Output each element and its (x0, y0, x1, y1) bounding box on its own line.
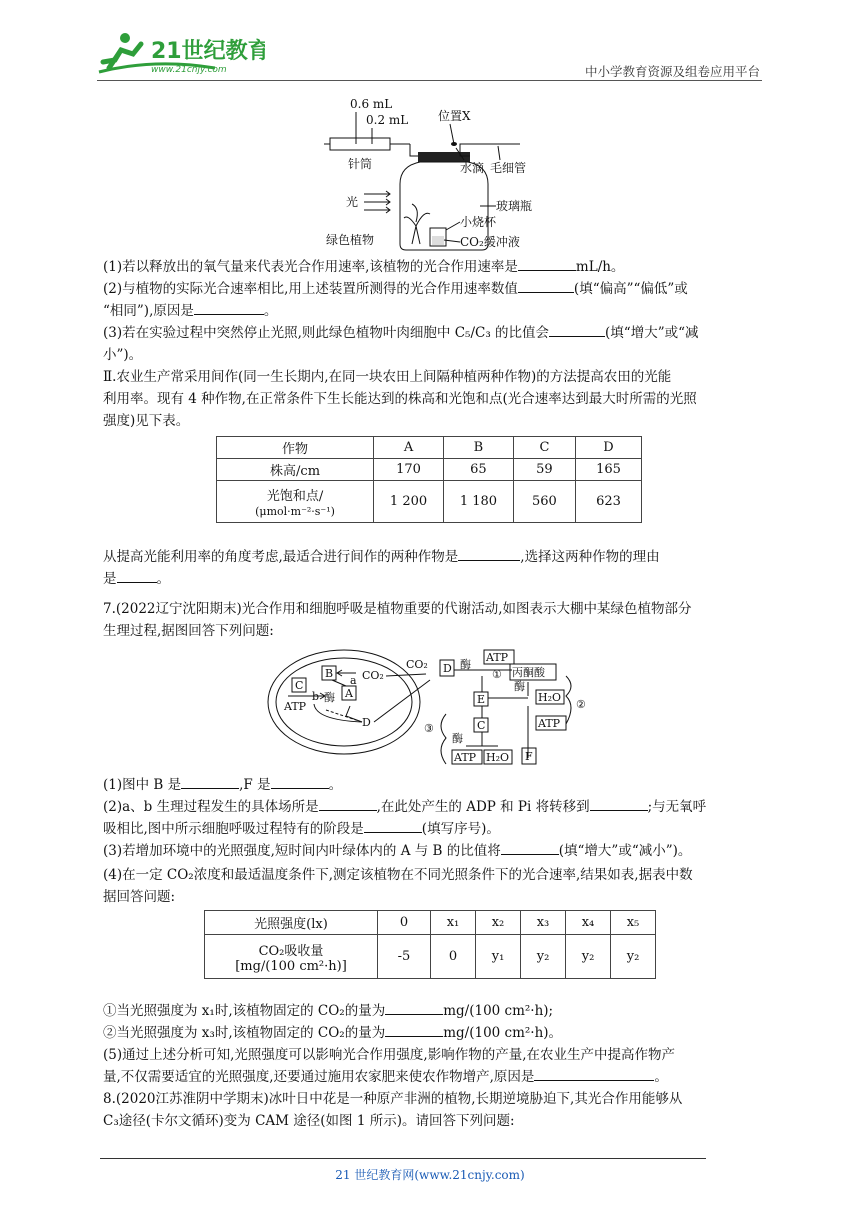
svg-text:H₂O: H₂O (486, 751, 510, 764)
svg-text:③: ③ (424, 722, 434, 735)
svg-text:C: C (295, 679, 304, 692)
svg-text:F: F (525, 750, 533, 763)
label-0-2ml: 0.2 mL (366, 113, 409, 127)
platform-name: 中小学教育资源及组卷应用平台 (584, 64, 760, 79)
svg-text:酶: 酶 (514, 680, 525, 693)
svg-text:酶: 酶 (452, 732, 463, 745)
svg-text:a: a (350, 674, 357, 687)
svg-text:A: A (345, 687, 353, 700)
figure-metabolism (266, 646, 606, 770)
label-water-drop: 水滴 (460, 161, 485, 175)
svg-text:酶: 酶 (460, 658, 471, 671)
svg-text:CO₂: CO₂ (362, 669, 384, 682)
label-bottle: 玻璃瓶 (496, 199, 533, 213)
q7-sub-5: (5)通过上述分析可知,光照强度可以影响光合作用强度,影响作物的产量,在农业生产中提高作物产 量,不仅需要适宜的光照强度,还要通过施用农家肥来使农作物增产,原因是 。 (103, 1047, 675, 1085)
header-divider (97, 80, 762, 81)
label-capillary: 毛细管 (490, 161, 527, 175)
svg-text:ATP: ATP (454, 751, 477, 764)
question-2: (2)与植物的实际光合速率相比,用上述装置所测得的光合作用速率数值 (填“偏高”“偏低”或 “相同”),原因是 。 (103, 278, 763, 322)
label-0-6ml: 0.6 mL (350, 97, 393, 111)
question-7-intro: 7.(2022辽宁沈阳期末)光合作用和细胞呼吸是植物重要的代谢活动,如图表示大棚中某绿色植物部分 生理过程,据图回答下列问题: (103, 601, 692, 639)
svg-text:ATP: ATP (486, 651, 509, 664)
figure-apparatus (320, 96, 550, 256)
question-3: (3)若在实验过程中突然停止光照,则此绿色植物叶肉细胞中 C₅/C₃ 的比值会 (填“增大”或“减 小”)。 (103, 322, 763, 366)
q7-sub-1: (1)图中 B 是 ,F 是 。 (103, 774, 763, 796)
label-position-x: 位置X (438, 109, 471, 123)
svg-text:b: b (312, 690, 320, 703)
svg-text:丙酮酸: 丙酮酸 (512, 666, 545, 679)
logo-text: 21世纪教育 (151, 39, 265, 64)
q7-calc-2: ②当光照强度为 x₃时,该植物固定的 CO₂的量为 mg/(100 cm²·h)。 (103, 1022, 763, 1044)
svg-text:C: C (477, 719, 486, 732)
t1-header-crop: 作物 (217, 437, 374, 459)
plant-icon (404, 204, 430, 244)
q7-calc-1: ①当光照强度为 x₁时,该植物固定的 CO₂的量为 mg/(100 cm²·h); (103, 1000, 763, 1022)
svg-text:E: E (477, 693, 486, 706)
svg-text:H₂O: H₂O (538, 691, 562, 704)
question-8-intro: 8.(2020江苏淮阴中学期末)冰叶日中花是一种原产非洲的植物,长期逆境胁迫下,其光合作用能够从 C₃途径(卡尔文循环)变为 CAM 途径(如图 1 所示)。请回答下列问题: (103, 1091, 683, 1129)
label-syringe: 针筒 (348, 157, 373, 171)
footer-divider (100, 1158, 706, 1159)
footer-text: 21 世纪教育网(www.21cnjy.com) (335, 1168, 525, 1182)
label-light: 光 (346, 195, 359, 209)
svg-text:①: ① (492, 668, 502, 681)
svg-text:CO₂: CO₂ (406, 658, 428, 671)
q7-sub-4: (4)在一定 CO₂浓度和最适温度条件下,测定该植物在不同光照条件下的光合速率,结果如表,据表中数 据回答问题: (103, 867, 693, 905)
syringe-shape (330, 138, 390, 150)
svg-text:ATP: ATP (284, 700, 307, 713)
after-table-1: 从提高光能利用率的角度考虑,最适合进行间作的两种作物是 ,选择这两种作物的理由 是 。 (103, 546, 763, 590)
table-crops: 作物 A B C D 株高/cm 170 65 59 165 光饱和点/ (μmol·m⁻²·s⁻¹) 1 200 1 180 560 623 (216, 436, 642, 523)
svg-text:②: ② (576, 698, 586, 711)
site-logo (95, 28, 265, 78)
svg-text:B: B (325, 667, 334, 680)
part-ii-intro: Ⅱ.农业生产常采用间作(同一生长期内,在同一块农田上间隔种植两种作物)的方法提高农田的光能 利用率。现有 4 种作物,在正常条件下生长能达到的株高和光饱和点(光合速率达到最大时所需的光照 强度)见下表。 (103, 369, 697, 429)
label-cup: 小烧杯 (460, 215, 497, 229)
question-1: (1)若以释放出的氧气量来代表光合作用速率,该植物的光合作用速率是 mL/h。 (103, 256, 763, 278)
label-buffer: CO₂缓冲液 (460, 235, 520, 249)
svg-text:ATP: ATP (538, 717, 561, 730)
svg-text:D: D (443, 662, 452, 675)
svg-text:D: D (362, 716, 371, 729)
q7-sub-2: (2)a、b 生理过程发生的具体场所是 ,在此处产生的 ADP 和 Pi 将转移到 ;与无氧呼 吸相比,图中所示细胞呼吸过程特有的阶段是 (填写序号)。 (103, 796, 763, 840)
q7-sub-3: (3)若增加环境中的光照强度,短时间内叶绿体内的 A 与 B 的比值将 (填“增大”或“减小”)。 (103, 840, 763, 862)
svg-text:酶: 酶 (324, 691, 335, 704)
logo-url: www.21cnjy.com (151, 65, 227, 75)
label-plant: 绿色植物 (326, 233, 375, 247)
table-light-co2: 光照强度(lx) 0 x₁ x₂ x₃ x₄ x₅ CO₂吸收量 [mg/(100 cm²·h)] -5 0 y₁ y₂ y₂ y₂ (204, 910, 656, 979)
